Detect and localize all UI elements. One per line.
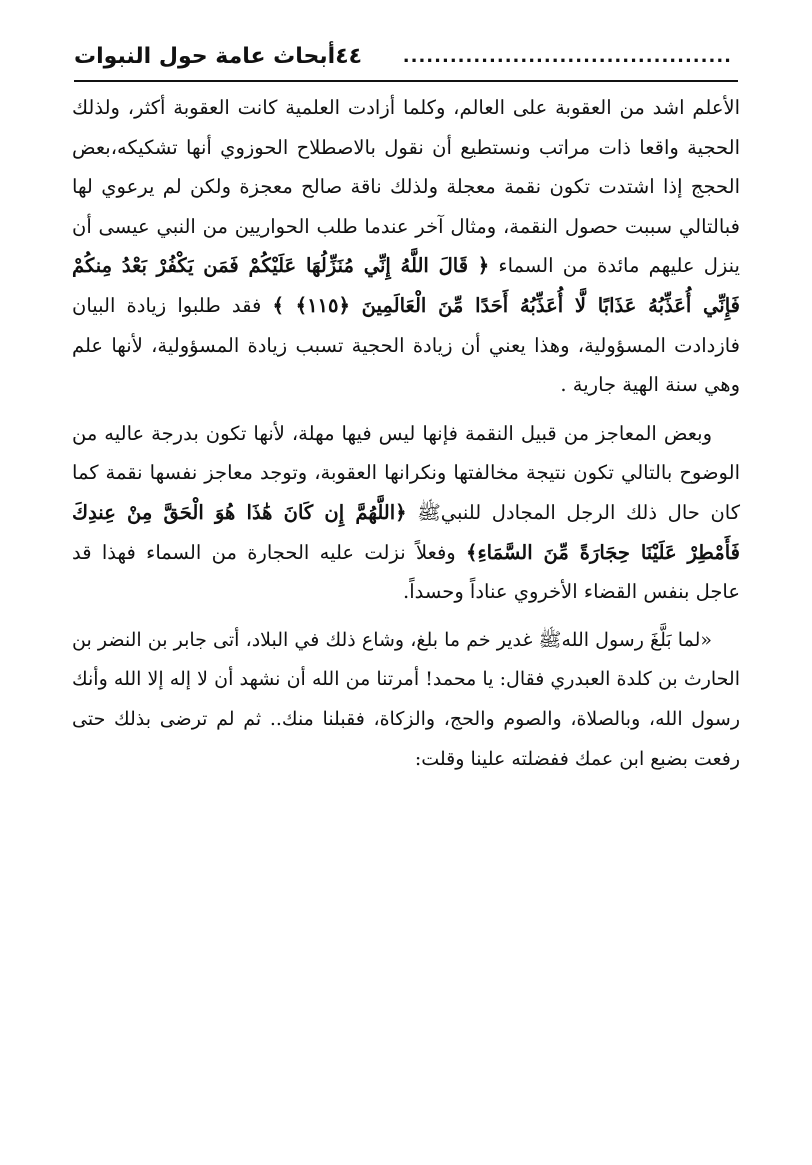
page-header: [74, 36, 738, 76]
paragraph-1-text-b: فقد طلبوا زيادة البيان فازدادت المسؤولية، وهذا يعني أن زيادة الحجية تسبب زيادة المسؤولية، لأنها علم وهي سنة الهية جارية .: [72, 293, 740, 397]
leader-dots: ..........................................: [402, 45, 732, 67]
quran-verse-1: ﴿ قَالَ اللَّهُ إِنِّي مُنَزِّلُهَا عَلَيْكُمْ فَمَن يَكْفُرْ بَعْدُ مِنكُمْ فَإِنِّي أُعَذِّبُهُ عَذَابًا لَّا أُعَذِّبُهُ أَحَدًا مِّنَ الْعَالَمِينَ ﴿١١٥﴾ ﴾: [72, 254, 740, 317]
body-text: [72, 88, 740, 779]
paragraph-2-text-a: وبعض المعاجز من قبيل النقمة فإنها ليس فيها مهلة، لأنها تكون بدرجة عاليه من الوضوح بالتالي تكون نتيجة مخالفتها ونكرانها العقوبة، وتوجد معاجز نفسها نقمة كما كان حال ذلك الرجل المجادل للنبيﷺ: [72, 421, 740, 524]
page-number: ٤٤: [335, 43, 363, 69]
paragraph-1: [72, 88, 740, 405]
paragraph-2-text-b: وفعلاً نزلت عليه الحجارة من السماء فهذا قد عاجل بنفس القضاء الأخروي عناداً وحسداً.: [72, 540, 740, 604]
paragraph-2: [72, 414, 740, 612]
header-rule: [74, 80, 738, 82]
paragraph-3-text: «لما بَلَّغَ رسول اللهﷺ غدير خم ما بلغ، وشاع ذلك في البلاد، أتى جابر بن النضر بن الحارث بن كلدة العبدري فقال: يا محمد! أمرتنا من الله أن نشهد أن لا إله إلا الله وأنك رسول الله، وبالصلاة، والصوم والحج، والزكاة، فقبلنا منك.. ثم لم ترضى بذلك حتى رفعت بضبع ابن عمك ففضلته علينا وقلت:: [72, 628, 740, 770]
paragraph-1-text-a: الأعلم اشد من العقوبة على العالم، وكلما أزادت العلمية كانت العقوبة أكثر، ولذلك الحجية واقعا ذات مراتب ونستطيع أن نقول بالاصطلاح الحوزوي أنها تشكيكه،بعض الحجج إذا اشتدت تكون نقمة معجلة ولذلك ناقة صالح معجزة ولكن لم يرعوي لها فبالتالي سببت حصول النقمة، ومثال آخر عندما طلب الحواريين من النبي عيسى أن ينزل عليهم مائدة من السماء: [72, 96, 741, 278]
paragraph-3: [72, 621, 740, 779]
quran-verse-2: ﴿اللَّهُمَّ إِن كَانَ هَٰذَا هُوَ الْحَقَّ مِنْ عِندِكَ فَأَمْطِرْ عَلَيْنَا حِجَارَةً مِّنَ السَّمَاءِ﴾: [72, 500, 740, 564]
running-title: أبحاث عامة حول النبوات: [74, 43, 336, 69]
